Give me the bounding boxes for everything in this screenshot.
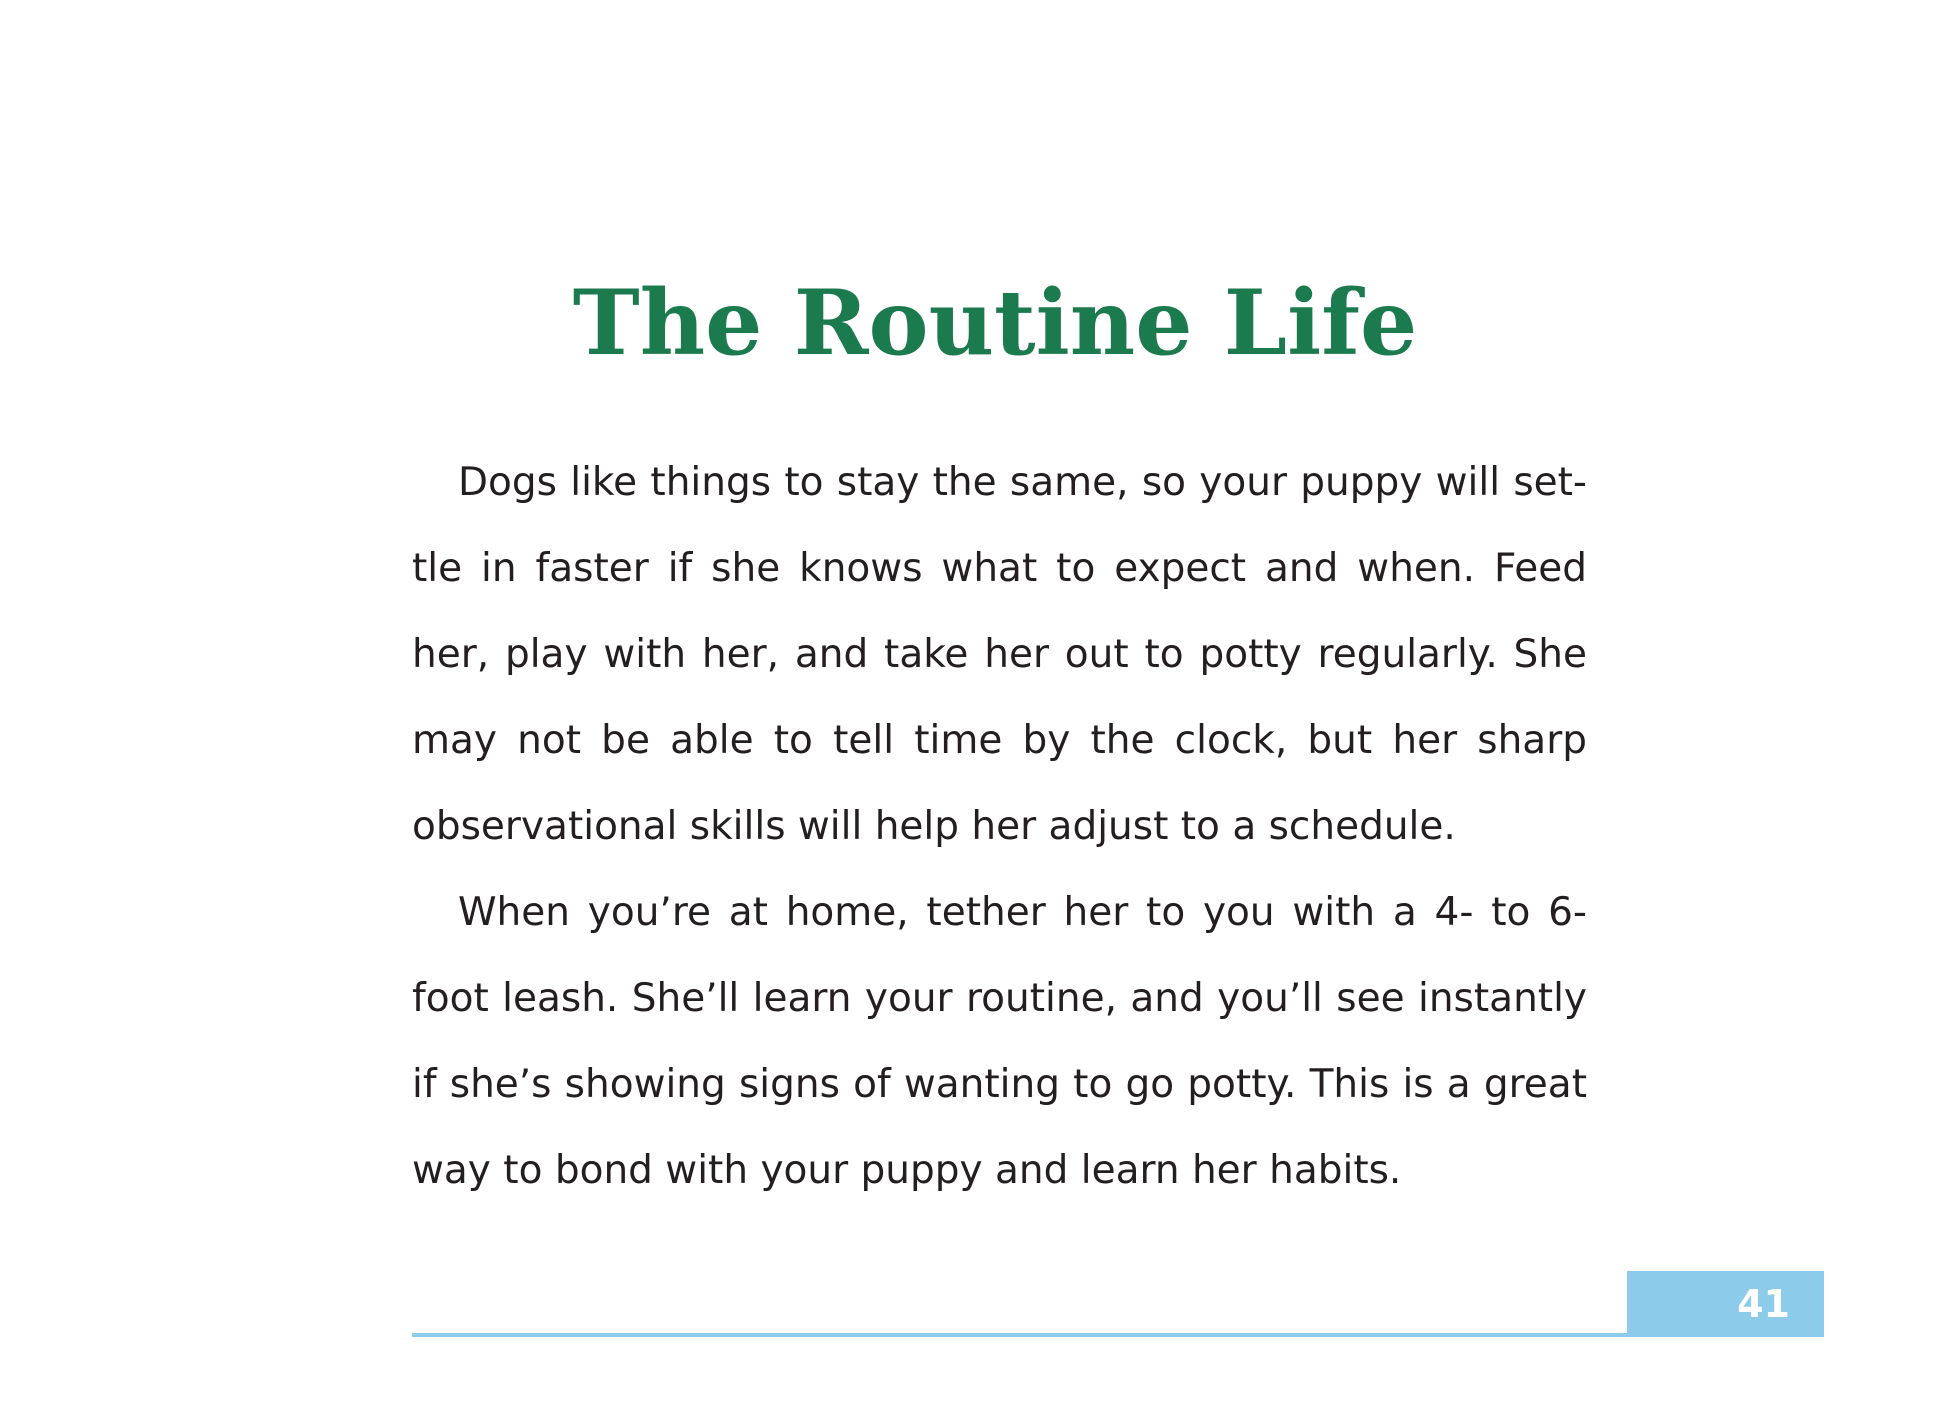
text-line: way to bond with your puppy and learn her habits.	[412, 1148, 1402, 1193]
text-line: Dogs like things to stay the same, so your puppy will set-	[458, 460, 1587, 505]
text-line: foot leash. She’ll learn your routine, and you’ll see instantly	[412, 976, 1587, 1021]
text-line: if she’s showing signs of wanting to go potty. This is a great	[412, 1062, 1587, 1107]
paragraph-1	[412, 440, 1587, 870]
body-text	[412, 440, 1587, 1214]
paragraph-2	[412, 870, 1587, 1214]
page-number: 41	[1737, 1282, 1790, 1326]
text-line: observational skills will help her adjust to a schedule.	[412, 804, 1456, 849]
footer-rule	[412, 1333, 1628, 1337]
text-line: her, play with her, and take her out to potty regularly. She	[412, 632, 1587, 677]
page-title: The Routine Life	[572, 270, 1418, 376]
text-line: When you’re at home, tether her to you with a 4- to 6-	[458, 890, 1587, 935]
page-number-tab	[1627, 1271, 1824, 1337]
text-line: tle in faster if she knows what to expect and when. Feed	[412, 546, 1587, 591]
text-line: may not be able to tell time by the clock, but her sharp	[412, 718, 1587, 763]
